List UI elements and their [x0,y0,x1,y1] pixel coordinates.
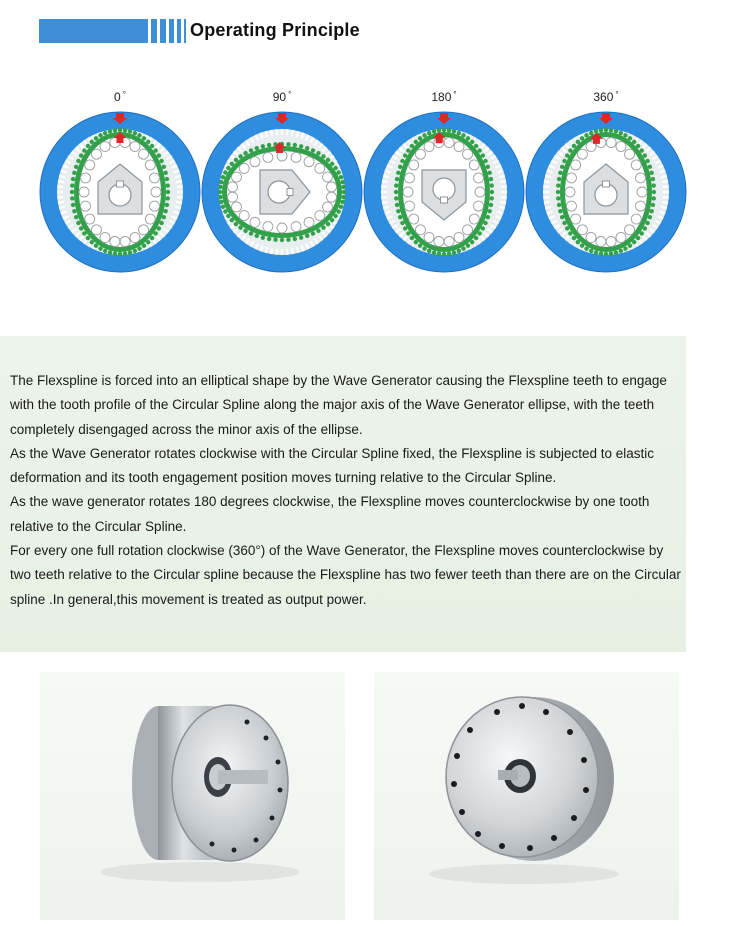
header-accent-stripe [169,19,174,43]
header-accent-stripe [184,19,186,43]
section-title: Operating Principle [190,20,360,40]
gear-diagram-360 [522,90,690,280]
harmonic-gear-diagram [522,108,690,276]
angle-label: 360 ° [593,90,619,104]
harmonic-gear-diagram [36,108,204,276]
hub-keyway [117,181,124,187]
description-paragraph: As the wave generator rotates 180 degrees clockwise, the Flexspline moves counterclockwise by one tooth relative to the Circular Spline. [10,494,650,534]
header-accent-stripe [151,19,157,43]
product-photo-side [40,672,345,920]
angle-label: 180 ° [431,90,457,104]
harmonic-gear-diagram [360,108,528,276]
harmonic-gear-diagram [198,108,366,276]
reducer-front-illustration [374,672,679,920]
reducer-side-illustration [40,672,345,920]
header-accent-stripe [177,19,181,43]
gear-diagram-90 [198,90,366,280]
hub-keyway [287,189,293,196]
angle-label: 90 ° [272,90,292,104]
description-paragraph: The Flexspline is forced into an elliptical shape by the Wave Generator causing the Flexspline teeth to engage with the tooth profile of the Circular Spline along the major axis of the Wave Generator ellipse, with the teeth completely disengaged across the minor axis of the ellipse. [10,373,667,437]
gear-diagram-0 [36,90,204,280]
section-header [0,0,750,60]
description-paragraph: For every one full rotation clockwise (360°) of the Wave Generator, the Flexspline moves counterclockwise by two teeth relative to the Circular spline because the Flexspline has two fewer teeth than there are on the Circular spline .In general,this movement is treated as output power. [10,543,681,607]
hub-keyway [603,181,610,187]
description-paragraph: As the Wave Generator rotates clockwise with the Circular Spline fixed, the Flexspline is subjected to elastic deformation and its tooth engagement position moves turning relative to the Circular Spline. [10,445,655,486]
gear-diagram-180 [360,90,528,280]
header-accent-bar [39,19,148,43]
hub-keyway [441,197,448,203]
header-accent-stripe [160,19,166,43]
angle-label: 0 ° [114,90,126,104]
description-panel [0,336,686,652]
description-text [10,369,686,612]
product-photo-front [374,672,679,920]
